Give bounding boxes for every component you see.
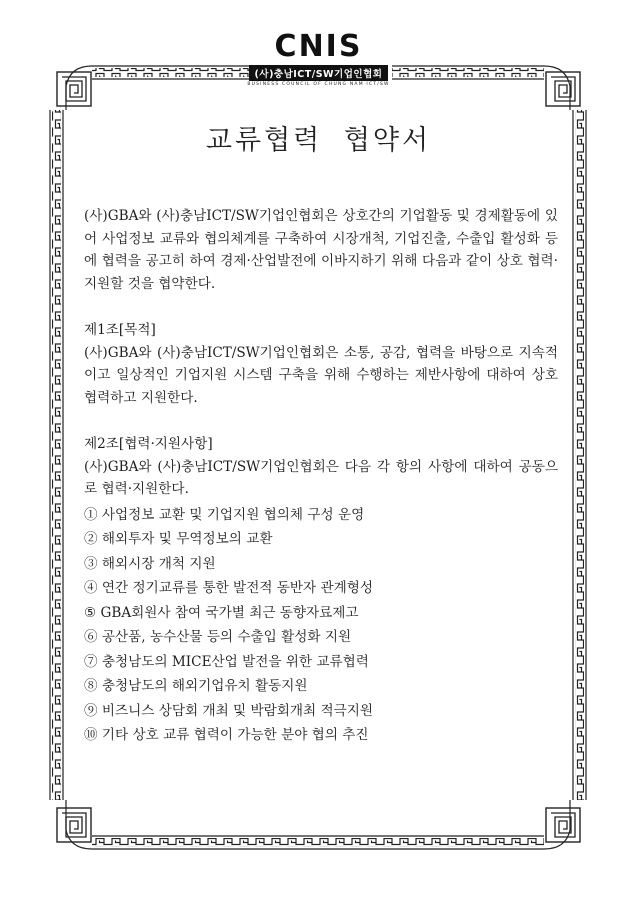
article-2-title: 제2조[협력·지원사항]: [84, 436, 213, 452]
list-item: ① 사업정보 교환 및 기업지원 협의체 구성 운영: [84, 506, 365, 523]
article-1-title: 제1조[목적]: [84, 322, 156, 338]
logo-org-name: (사)충남ICT/SW기업인협회: [249, 65, 389, 81]
article-2-body: (사)GBA와 (사)충남ICT/SW기업인협회은 다음 각 항의 사항에 대하여 공동으로 협력·지원한다.: [84, 458, 558, 497]
list-item: ⑩ 기타 상호 교류 협력이 가능한 분야 협의 추진: [84, 727, 369, 743]
list-item: ⑧ 충청남도의 해외기업유치 활동지원: [84, 678, 308, 694]
intro-paragraph: (사)GBA와 (사)충남ICT/SW기업인협회은 상호간의 기업활동 및 경제활동에 있어 사업정보 교류와 협의체계를 구축하여 시장개척, 기업진출, 수출입 활성화 등에 협력을 공고히 하여 경제·산업발전에 이바지하기 위해 다음과 같이 상호 협력·지원할 것을 협약한다.: [84, 208, 558, 292]
logo-mark: CNIS: [274, 29, 363, 64]
list-item: ③ 해외시장 개척 지원: [84, 555, 216, 572]
list-item: ⑦ 충청남도의 MICE산업 발전을 위한 교류협력: [84, 653, 369, 670]
logo-org-english: BUSINESS COUNCIL OF CHUNG NAM ICT/SW: [247, 82, 390, 87]
list-item: ② 해외투자 및 무역정보의 교환: [84, 531, 273, 547]
cooperation-items-list: [84, 503, 558, 748]
list-item: ⑨ 비즈니스 상담회 개최 및 박람회개최 적극지원: [84, 702, 374, 719]
list-item: ⑥ 공산품, 농수산물 등의 수출입 활성화 지원: [84, 629, 352, 645]
agreement-body: [84, 205, 558, 748]
document-title: 교류협력 협약서: [205, 125, 432, 156]
list-item: ⑤ GBA회원사 참여 국가별 최근 동향자료제고: [84, 604, 359, 621]
article-1-body: (사)GBA와 (사)충남ICT/SW기업인협회은 소통, 공감, 협력을 바탕으로 지속적이고 일상적인 기업지원 시스템 구축을 위해 수행하는 제반사항에 대하여 상호 협력하고 지원한다.: [84, 344, 558, 406]
cnis-logo: [0, 29, 637, 87]
list-item: ④ 연간 정기교류를 통한 발전적 동반자 관계형성: [84, 580, 374, 596]
